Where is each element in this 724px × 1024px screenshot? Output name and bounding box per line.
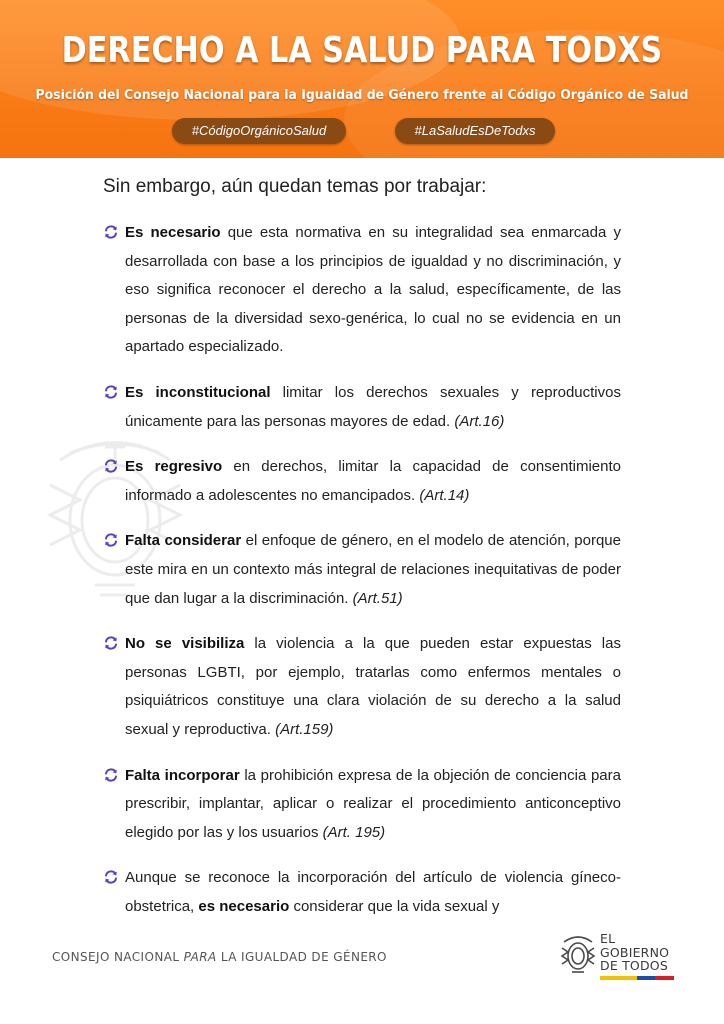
refresh-cycle-icon xyxy=(103,767,119,783)
list-item xyxy=(103,527,621,613)
article-reference: (Art.51) xyxy=(352,589,403,607)
list-item xyxy=(103,453,621,510)
flag-color-bar xyxy=(600,976,674,980)
footer-org-part-3: LA IGUALDAD DE GÉNERO xyxy=(216,950,387,964)
list-item-emphasis: es necesario xyxy=(198,897,290,915)
list-item-text xyxy=(125,630,621,744)
flag-blue xyxy=(637,976,655,980)
list-item-text xyxy=(125,453,621,510)
list-item-emphasis: Falta considerar xyxy=(125,532,242,550)
footer-org-part-2: PARA xyxy=(183,950,217,964)
list-item-emphasis: No se visibiliza xyxy=(125,635,245,653)
refresh-cycle-icon xyxy=(103,532,119,548)
list-item-body: que esta normativa en su integralidad sea enmarcada y desarrollada con base a los principios de igualdad y no discriminación, y eso significa reconocer el derecho a la salud, específicamente, de las personas de la diversidad sexo-genérica, lo cual no se evidencia en un apartado especializado. xyxy=(125,224,621,356)
list-item-emphasis: Es inconstitucional xyxy=(125,383,271,401)
list-item xyxy=(103,379,621,436)
article-reference: (Art.159) xyxy=(275,720,334,738)
coat-of-arms-icon xyxy=(560,932,596,976)
article-reference: (Art.14) xyxy=(419,486,470,504)
refresh-cycle-icon xyxy=(103,224,119,240)
list-item xyxy=(103,762,621,848)
list-item-text xyxy=(125,527,621,613)
issues-list xyxy=(103,219,621,938)
list-item-emphasis: Falta incorporar xyxy=(125,766,240,784)
hashtag-salud-de-todxs: #LaSaludEsDeTodxs xyxy=(395,118,555,144)
footer-org-part-1: CONSEJO NACIONAL xyxy=(52,950,184,964)
government-logo xyxy=(560,930,680,985)
refresh-cycle-icon xyxy=(103,635,119,651)
list-item-text xyxy=(125,864,621,921)
article-reference: (Art. 195) xyxy=(322,823,386,841)
list-item xyxy=(103,630,621,744)
list-item-emphasis: Es regresivo xyxy=(125,458,223,476)
article-reference: (Art.16) xyxy=(454,412,505,430)
list-item-text xyxy=(125,379,621,436)
list-item-body: la violencia a la que pueden estar expuestas las personas LGBTI, por ejemplo, tratarlas como enfermos mentales o psiquiátricos constituye una clara violación de su derecho a la salud sexual y reproductiva. xyxy=(125,635,621,738)
flag-yellow xyxy=(600,976,637,980)
intro-text: Sin embargo, aún quedan temas por trabajar: xyxy=(103,176,487,197)
list-item-body: el enfoque de género, en el modelo de atención, porque este mira en un contexto más integral de relaciones inequitativas de poder que dan lugar a la discriminación. xyxy=(125,532,621,607)
refresh-cycle-icon xyxy=(103,869,119,885)
list-item xyxy=(103,864,621,921)
list-item xyxy=(103,219,621,362)
list-item-body: Aunque se reconoce la incorporación del artículo de violencia gíneco-obstetrica, xyxy=(125,869,621,915)
refresh-cycle-icon xyxy=(103,458,119,474)
list-item-body: limitar los derechos sexuales y reproductivos únicamente para las personas mayores de edad. xyxy=(125,383,621,430)
hashtag-codigo-organico: #CódigoOrgánicoSalud xyxy=(172,118,346,144)
page-title: DERECHO A LA SALUD PARA TODXS xyxy=(61,30,663,71)
page-subtitle: Posición del Consejo Nacional para la Igualdad de Género frente al Código Orgánico de Salud xyxy=(35,87,689,103)
list-item-emphasis: Es necesario xyxy=(125,224,221,241)
list-item-text xyxy=(125,219,621,362)
page-header xyxy=(0,0,724,158)
logo-wordmark xyxy=(600,932,669,973)
list-item-body: la prohibición expresa de la objeción de conciencia para prescribir, implantar, aplicar o realizar el procedimiento anticonceptivo elegido por las y los usuarios xyxy=(125,766,621,841)
logo-line-1: EL xyxy=(600,931,616,946)
list-item-text xyxy=(125,762,621,848)
refresh-cycle-icon xyxy=(103,384,119,400)
footer-organization xyxy=(52,950,387,964)
logo-line-2: GOBIERNO xyxy=(600,944,670,960)
list-item-body: en derechos, limitar la capacidad de consentimiento informado a adolescentes no emancipados. xyxy=(125,458,621,504)
logo-line-3: DE TODOS xyxy=(600,958,668,973)
flag-red xyxy=(655,976,674,980)
list-item-body-continued: considerar que la vida sexual y xyxy=(289,897,500,915)
